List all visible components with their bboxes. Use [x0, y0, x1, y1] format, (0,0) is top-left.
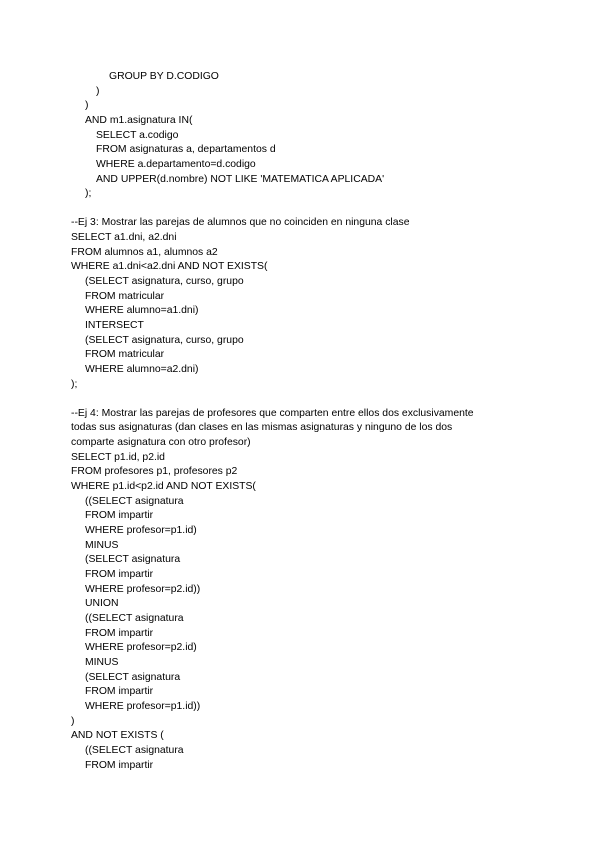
code-line: FROM alumnos a1, alumnos a2 [71, 247, 218, 258]
code-line: (SELECT asignatura [85, 672, 181, 683]
code-line: FROM impartir [85, 510, 154, 521]
code-line: WHERE profesor=p2.id) [85, 642, 197, 653]
comment-line: --Ej 3: Mostrar las parejas de alumnos que no coinciden en ninguna clase [71, 217, 410, 228]
code-line: AND UPPER(d.nombre) NOT LIKE 'MATEMATICA APLICADA' [96, 174, 385, 185]
code-line: WHERE a1.dni<a2.dni AND NOT EXISTS( [71, 261, 268, 272]
comment-line: comparte asignatura con otro profesor) [71, 437, 251, 448]
code-line: ((SELECT asignatura [85, 496, 184, 507]
code-line: SELECT a1.dni, a2.dni [71, 232, 177, 243]
code-line: GROUP BY D.CODIGO [109, 71, 219, 82]
code-line: ); [71, 379, 78, 390]
code-line: WHERE profesor=p1.id) [85, 525, 197, 536]
code-line: ) [71, 716, 75, 727]
code-line: FROM impartir [85, 760, 154, 771]
code-line: MINUS [85, 657, 119, 668]
comment-line: todas sus asignaturas (dan clases en las mismas asignaturas y ninguno de los dos [71, 422, 453, 433]
code-line: (SELECT asignatura, curso, grupo [85, 335, 244, 346]
code-line: SELECT p1.id, p2.id [71, 452, 165, 463]
code-line: MINUS [85, 540, 119, 551]
code-line: (SELECT asignatura, curso, grupo [85, 276, 244, 287]
comment-line: --Ej 4: Mostrar las parejas de profesores que comparten entre ellos dos exclusivamente [71, 408, 474, 419]
code-line: FROM asignaturas a, departamentos d [96, 144, 276, 155]
code-line: WHERE profesor=p1.id)) [85, 701, 201, 712]
code-line: ) [96, 86, 100, 97]
code-line: FROM matricular [85, 349, 165, 360]
code-line: WHERE profesor=p2.id)) [85, 584, 201, 595]
code-line: ); [85, 188, 92, 199]
code-line: WHERE alumno=a1.dni) [85, 305, 199, 316]
code-line: ((SELECT asignatura [85, 613, 184, 624]
code-line: ((SELECT asignatura [85, 745, 184, 756]
code-line: INTERSECT [85, 320, 144, 331]
code-line: UNION [85, 598, 119, 609]
code-line: FROM impartir [85, 569, 154, 580]
code-line: AND NOT EXISTS ( [71, 730, 164, 741]
code-line: WHERE alumno=a2.dni) [85, 364, 199, 375]
code-line: FROM matricular [85, 291, 165, 302]
code-line: FROM profesores p1, profesores p2 [71, 466, 238, 477]
code-line: WHERE a.departamento=d.codigo [96, 159, 256, 170]
code-line: SELECT a.codigo [96, 130, 179, 141]
code-line: FROM impartir [85, 686, 154, 697]
code-line: AND m1.asignatura IN( [85, 115, 193, 126]
code-line: WHERE p1.id<p2.id AND NOT EXISTS( [71, 481, 256, 492]
code-line: (SELECT asignatura [85, 554, 181, 565]
code-line: FROM impartir [85, 628, 154, 639]
code-line: ) [85, 100, 89, 111]
